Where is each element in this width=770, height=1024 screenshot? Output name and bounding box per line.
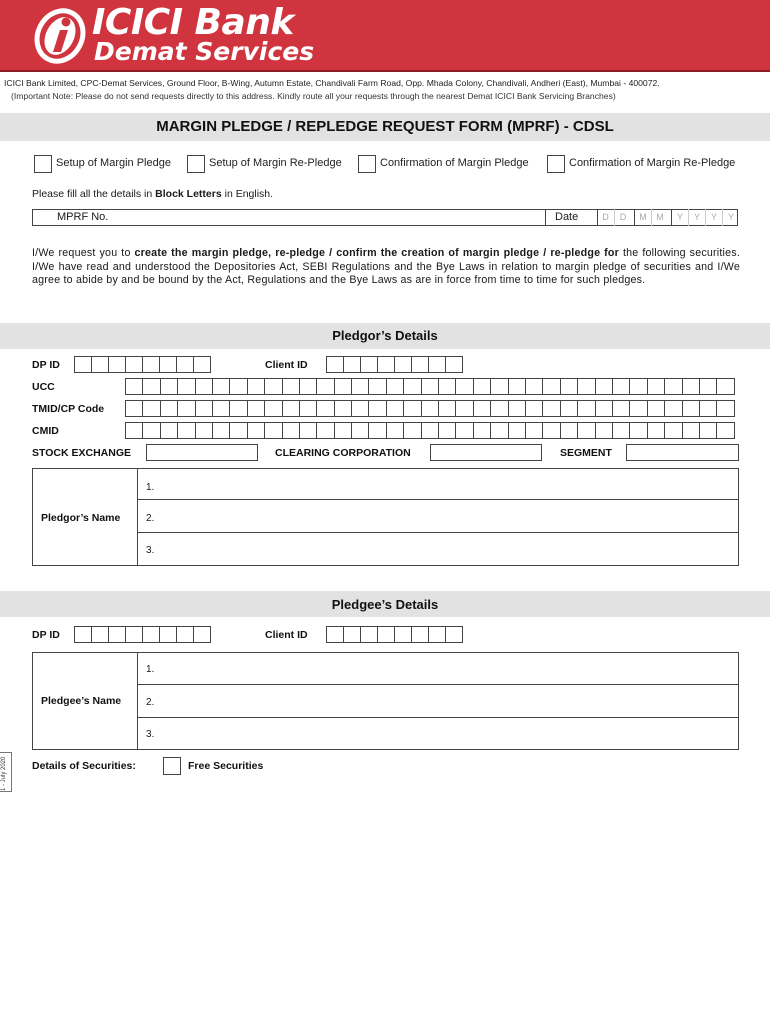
details-of-securities-label: Details of Securities: <box>32 760 136 772</box>
pledgee-name-row-number: 3. <box>146 729 155 740</box>
char-box[interactable] <box>665 423 682 438</box>
confirmation-margin-repledge-checkbox[interactable] <box>547 155 565 173</box>
segment-input[interactable] <box>626 444 739 461</box>
char-box[interactable] <box>474 401 491 416</box>
pledgee-client-id-label: Client ID <box>265 629 308 641</box>
char-box[interactable] <box>230 423 247 438</box>
char-box[interactable] <box>194 627 211 642</box>
char-box[interactable] <box>543 401 560 416</box>
char-box[interactable] <box>75 357 92 372</box>
char-box[interactable] <box>143 423 160 438</box>
pledgor-name-row-number: 2. <box>146 513 155 524</box>
char-box[interactable] <box>344 627 361 642</box>
char-box[interactable] <box>387 379 404 394</box>
char-box[interactable] <box>300 423 317 438</box>
char-box[interactable] <box>683 379 700 394</box>
char-box[interactable] <box>300 401 317 416</box>
date-divider <box>545 209 546 226</box>
char-box[interactable] <box>92 627 109 642</box>
pledgee-section-title: Pledgee’s Details <box>331 597 439 612</box>
char-box[interactable] <box>230 401 247 416</box>
cmid-input[interactable] <box>125 422 735 439</box>
pledgor-name-row-number: 3. <box>146 545 155 556</box>
char-box[interactable] <box>161 379 178 394</box>
char-box[interactable] <box>596 401 613 416</box>
char-box[interactable] <box>248 379 265 394</box>
date-month-cell[interactable]: M <box>634 209 651 226</box>
char-box[interactable] <box>352 401 369 416</box>
char-box[interactable] <box>92 357 109 372</box>
pledgee-dp-id-input[interactable] <box>74 626 211 643</box>
cmid-label: CMID <box>32 425 59 437</box>
char-box[interactable] <box>509 379 526 394</box>
date-day-cell[interactable]: D <box>614 209 631 226</box>
char-box[interactable] <box>429 357 446 372</box>
char-box[interactable] <box>126 379 143 394</box>
version-note-text: 1 - July 2020 <box>1 756 7 791</box>
char-box[interactable] <box>194 357 211 372</box>
char-box[interactable] <box>344 357 361 372</box>
char-box[interactable] <box>196 401 213 416</box>
pledgee-name-label: Pledgee’s Name <box>41 695 122 707</box>
char-box[interactable] <box>700 401 717 416</box>
char-box[interactable] <box>446 627 463 642</box>
char-box[interactable] <box>561 379 578 394</box>
date-year-cell[interactable]: Y <box>705 209 722 226</box>
setup-margin-pledge-checkbox[interactable] <box>34 155 52 173</box>
important-note: (Important Note: Please do not send requests directly to this address. Kindly route all your requests through the nearest Demat ICICI Bank Servicing Branches) <box>11 91 616 101</box>
char-box[interactable] <box>543 379 560 394</box>
free-securities-label: Free Securities <box>188 760 264 772</box>
pledgee-dp-id-label: DP ID <box>32 629 60 641</box>
char-box[interactable] <box>491 379 508 394</box>
icici-logo-icon <box>30 6 94 64</box>
char-box[interactable] <box>361 627 378 642</box>
instruction-text: Please fill all the details in Block Letters in English. <box>32 188 274 200</box>
pledgor-name-row-number: 1. <box>146 482 155 493</box>
char-box[interactable] <box>327 357 344 372</box>
pledgor-client-id-input[interactable] <box>326 356 463 373</box>
char-box[interactable] <box>456 379 473 394</box>
char-box[interactable] <box>456 423 473 438</box>
ucc-input[interactable] <box>125 378 735 395</box>
char-box[interactable] <box>248 401 265 416</box>
char-box[interactable] <box>526 423 543 438</box>
char-box[interactable] <box>335 401 352 416</box>
char-box[interactable] <box>213 423 230 438</box>
char-box[interactable] <box>412 357 429 372</box>
char-box[interactable] <box>369 379 386 394</box>
char-box[interactable] <box>143 357 160 372</box>
ucc-label: UCC <box>32 381 55 393</box>
char-box[interactable] <box>196 379 213 394</box>
char-box[interactable] <box>509 423 526 438</box>
service-name: Demat Services <box>94 37 315 66</box>
char-box[interactable] <box>717 401 734 416</box>
char-box[interactable] <box>395 357 412 372</box>
char-box[interactable] <box>317 401 334 416</box>
char-box[interactable] <box>75 627 92 642</box>
char-box[interactable] <box>143 401 160 416</box>
free-securities-checkbox[interactable] <box>163 757 181 775</box>
char-box[interactable] <box>352 379 369 394</box>
pledgor-name-row[interactable] <box>138 500 739 533</box>
char-box[interactable] <box>283 401 300 416</box>
char-box[interactable] <box>404 379 421 394</box>
char-box[interactable] <box>265 379 282 394</box>
declaration-text: I/We request you to create the margin pledge, re-pledge / confirm the creation of margin pledge / re-pledge for the following securities. I/We have read and understood the Depositories Act, SEBI Regulations and the Bye Laws in relation to margin pledge of securities and I/We agree to abide by and be bound by the Act, Regulations and the Bye Laws as are in force from time to time for such pledges. <box>32 247 740 286</box>
char-box[interactable] <box>369 401 386 416</box>
char-box[interactable] <box>630 423 647 438</box>
form-title: MARGIN PLEDGE / REPLEDGE REQUEST FORM (MPRF) - CDSL <box>156 118 614 135</box>
pledgor-dp-id-input[interactable] <box>74 356 211 373</box>
date-label: Date <box>555 211 579 223</box>
pledgee-name-row[interactable] <box>138 652 739 685</box>
pledgee-name-row-number: 2. <box>146 697 155 708</box>
char-box[interactable] <box>717 379 734 394</box>
char-box[interactable] <box>578 423 595 438</box>
char-box[interactable] <box>717 423 734 438</box>
date-year-cell[interactable]: Y <box>722 209 739 226</box>
segment-label: SEGMENT <box>560 447 612 459</box>
char-box[interactable] <box>700 379 717 394</box>
pledgee-name-row[interactable] <box>138 685 739 718</box>
char-box[interactable] <box>177 627 194 642</box>
char-box[interactable] <box>439 401 456 416</box>
mprf-label: MPRF No. <box>57 211 109 223</box>
char-box[interactable] <box>683 423 700 438</box>
char-box[interactable] <box>317 423 334 438</box>
char-box[interactable] <box>265 423 282 438</box>
char-box[interactable] <box>317 379 334 394</box>
char-box[interactable] <box>700 423 717 438</box>
char-box[interactable] <box>578 379 595 394</box>
bank-name: ICICI Bank <box>92 2 294 43</box>
char-box[interactable] <box>369 423 386 438</box>
char-box[interactable] <box>178 379 195 394</box>
char-box[interactable] <box>422 423 439 438</box>
tmid-input[interactable] <box>125 400 735 417</box>
setup-margin-repledge-label: Setup of Margin Re-Pledge <box>209 157 342 169</box>
char-box[interactable] <box>630 401 647 416</box>
clearing-corporation-label: CLEARING CORPORATION <box>275 447 411 459</box>
char-box[interactable] <box>474 379 491 394</box>
char-box[interactable] <box>126 401 143 416</box>
char-box[interactable] <box>378 627 395 642</box>
stock-exchange-label: STOCK EXCHANGE <box>32 447 131 459</box>
char-box[interactable] <box>429 627 446 642</box>
char-box[interactable] <box>213 401 230 416</box>
char-box[interactable] <box>491 401 508 416</box>
char-box[interactable] <box>126 627 143 642</box>
char-box[interactable] <box>526 379 543 394</box>
char-box[interactable] <box>613 423 630 438</box>
confirmation-margin-pledge-label: Confirmation of Margin Pledge <box>380 157 529 169</box>
char-box[interactable] <box>161 423 178 438</box>
date-month-cell[interactable]: M <box>651 209 668 226</box>
char-box[interactable] <box>109 627 126 642</box>
pledgor-name-label: Pledgor’s Name <box>41 512 121 524</box>
char-box[interactable] <box>578 401 595 416</box>
char-box[interactable] <box>561 423 578 438</box>
pledgee-client-id-input[interactable] <box>326 626 463 643</box>
char-box[interactable] <box>596 379 613 394</box>
char-box[interactable] <box>446 357 463 372</box>
char-box[interactable] <box>439 379 456 394</box>
confirmation-margin-repledge-label: Confirmation of Margin Re-Pledge <box>569 157 736 169</box>
char-box[interactable] <box>352 423 369 438</box>
char-box[interactable] <box>283 379 300 394</box>
pledgor-section-title: Pledgor’s Details <box>332 328 438 343</box>
char-box[interactable] <box>248 423 265 438</box>
char-box[interactable] <box>683 401 700 416</box>
char-box[interactable] <box>491 423 508 438</box>
char-box[interactable] <box>422 401 439 416</box>
char-box[interactable] <box>178 401 195 416</box>
char-box[interactable] <box>395 627 412 642</box>
char-box[interactable] <box>177 357 194 372</box>
char-box[interactable] <box>543 423 560 438</box>
char-box[interactable] <box>630 379 647 394</box>
mprf-number-field[interactable] <box>32 209 738 226</box>
date-day-cell[interactable]: D <box>602 212 609 222</box>
char-box[interactable] <box>665 401 682 416</box>
setup-margin-pledge-label: Setup of Margin Pledge <box>56 157 171 169</box>
char-box[interactable] <box>335 379 352 394</box>
date-year-cell[interactable]: Y <box>671 209 688 226</box>
char-box[interactable] <box>109 357 126 372</box>
char-box[interactable] <box>265 401 282 416</box>
stock-exchange-input[interactable] <box>146 444 258 461</box>
char-box[interactable] <box>230 379 247 394</box>
pledgor-name-row[interactable] <box>138 468 739 500</box>
char-box[interactable] <box>422 379 439 394</box>
char-box[interactable] <box>300 379 317 394</box>
char-box[interactable] <box>509 401 526 416</box>
char-box[interactable] <box>456 401 473 416</box>
pledgee-name-row-number: 1. <box>146 664 155 675</box>
clearing-corporation-input[interactable] <box>430 444 542 461</box>
char-box[interactable] <box>665 379 682 394</box>
char-box[interactable] <box>404 423 421 438</box>
char-box[interactable] <box>160 627 177 642</box>
char-box[interactable] <box>143 379 160 394</box>
char-box[interactable] <box>561 401 578 416</box>
pledgor-dp-id-label: DP ID <box>32 359 60 371</box>
char-box[interactable] <box>213 379 230 394</box>
char-box[interactable] <box>126 357 143 372</box>
char-box[interactable] <box>613 379 630 394</box>
char-box[interactable] <box>613 401 630 416</box>
char-box[interactable] <box>648 423 665 438</box>
char-box[interactable] <box>404 401 421 416</box>
char-box[interactable] <box>378 357 395 372</box>
char-box[interactable] <box>361 357 378 372</box>
tmid-label: TMID/CP Code <box>32 403 105 415</box>
char-box[interactable] <box>526 401 543 416</box>
char-box[interactable] <box>439 423 456 438</box>
char-box[interactable] <box>335 423 352 438</box>
char-box[interactable] <box>474 423 491 438</box>
char-box[interactable] <box>126 423 143 438</box>
confirmation-margin-pledge-checkbox[interactable] <box>358 155 376 173</box>
char-box[interactable] <box>161 401 178 416</box>
char-box[interactable] <box>283 423 300 438</box>
char-box[interactable] <box>196 423 213 438</box>
char-box[interactable] <box>412 627 429 642</box>
pledgor-client-id-label: Client ID <box>265 359 308 371</box>
version-note <box>0 752 12 792</box>
bank-address: ICICI Bank Limited, CPC-Demat Services, Ground Floor, B-Wing, Autumn Estate, Chandivali Farm Road, Opp. Mhada Colony, Chandivali, Andheri (East), Mumbai - 400072. <box>4 78 660 88</box>
char-box[interactable] <box>648 401 665 416</box>
char-box[interactable] <box>327 627 344 642</box>
date-year-cell[interactable]: Y <box>688 209 705 226</box>
char-box[interactable] <box>178 423 195 438</box>
setup-margin-repledge-checkbox[interactable] <box>187 155 205 173</box>
char-box[interactable] <box>387 401 404 416</box>
char-box[interactable] <box>648 379 665 394</box>
char-box[interactable] <box>387 423 404 438</box>
char-box[interactable] <box>143 627 160 642</box>
char-box[interactable] <box>160 357 177 372</box>
char-box[interactable] <box>596 423 613 438</box>
